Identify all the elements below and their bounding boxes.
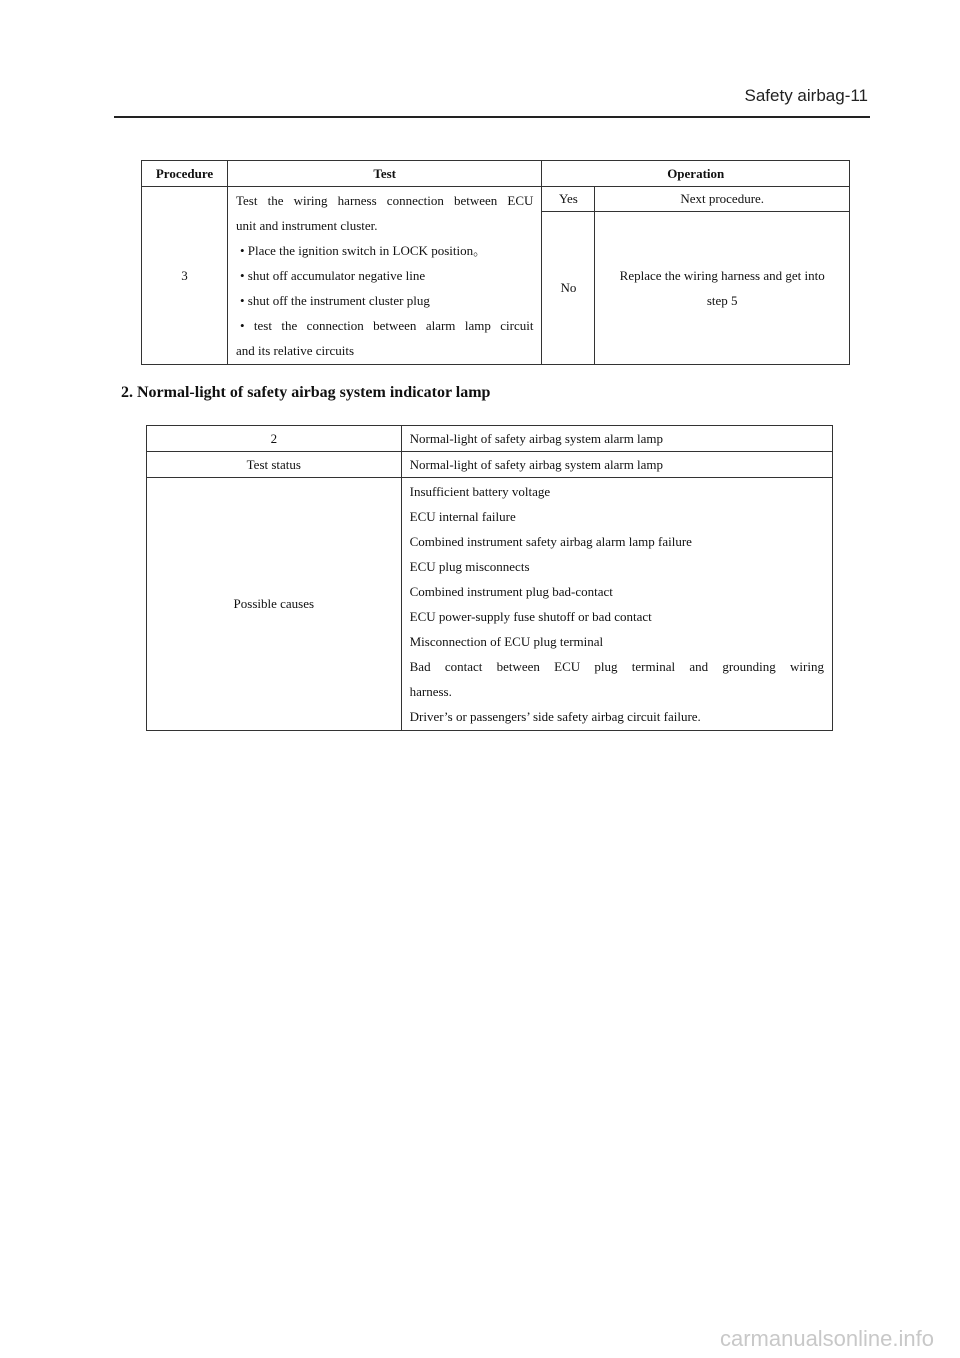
- cause-item: Combined instrument safety airbag alarm lamp failure: [409, 534, 692, 549]
- table-row: [147, 426, 833, 452]
- cause-row-number: 2: [147, 426, 402, 452]
- possible-causes-label: Possible causes: [147, 478, 402, 731]
- test-line: and its relative circuits: [235, 343, 355, 358]
- yes-label: Yes: [542, 187, 595, 212]
- test-line: • Place the ignition switch in LOCK position。: [239, 243, 487, 258]
- cause-item: harness.: [409, 684, 452, 699]
- cause-row-description: Normal-light of safety airbag system alarm lamp: [401, 426, 832, 452]
- cause-item: ECU plug misconnects: [409, 559, 530, 574]
- cause-item: ECU power-supply fuse shutoff or bad contact: [409, 609, 652, 624]
- test-line: • shut off accumulator negative line: [239, 268, 426, 283]
- test-line: unit and instrument cluster.: [235, 218, 378, 233]
- cause-item: Insufficient battery voltage: [409, 484, 551, 499]
- procedure-number: 3: [142, 187, 228, 365]
- test-line: • shut off the instrument cluster plug: [239, 293, 430, 308]
- header-procedure: Procedure: [142, 161, 228, 187]
- test-status-label: Test status: [147, 452, 402, 478]
- test-line: • test the connection between alarm lamp circuit: [239, 318, 534, 333]
- header-operation: Operation: [542, 161, 850, 187]
- cause-item: ECU internal failure: [409, 509, 516, 524]
- table-row: [142, 187, 850, 212]
- test-description: [227, 187, 541, 365]
- yes-action: Next procedure.: [595, 187, 850, 212]
- test-line: Test the wiring harness connection between ECU: [235, 193, 534, 208]
- no-action-line: Replace the wiring harness and get into: [619, 268, 825, 283]
- no-label: No: [542, 212, 595, 365]
- procedure-table: [141, 160, 850, 365]
- cause-item: Misconnection of ECU plug terminal: [409, 634, 604, 649]
- no-action-line: step 5: [706, 293, 738, 308]
- table-row: [147, 452, 833, 478]
- table-row: [147, 478, 833, 731]
- header-rule: [114, 116, 870, 118]
- header-test: Test: [227, 161, 541, 187]
- procedure-table-header-row: [142, 161, 850, 187]
- cause-item: Combined instrument plug bad-contact: [409, 584, 613, 599]
- possible-causes-list: [401, 478, 832, 731]
- watermark-text: carmanualsonline.info: [719, 1326, 934, 1351]
- section-title: 2. Normal-light of safety airbag system indicator lamp: [121, 384, 491, 401]
- no-action: [595, 212, 850, 365]
- cause-item: Bad contact between ECU plug terminal and grounding wiring: [409, 659, 824, 674]
- cause-table: [146, 425, 833, 731]
- page-header-title: Safety airbag-11: [744, 86, 868, 105]
- cause-item: Driver’s or passengers’ side safety airbag circuit failure.: [409, 709, 701, 724]
- test-status-value: Normal-light of safety airbag system alarm lamp: [401, 452, 832, 478]
